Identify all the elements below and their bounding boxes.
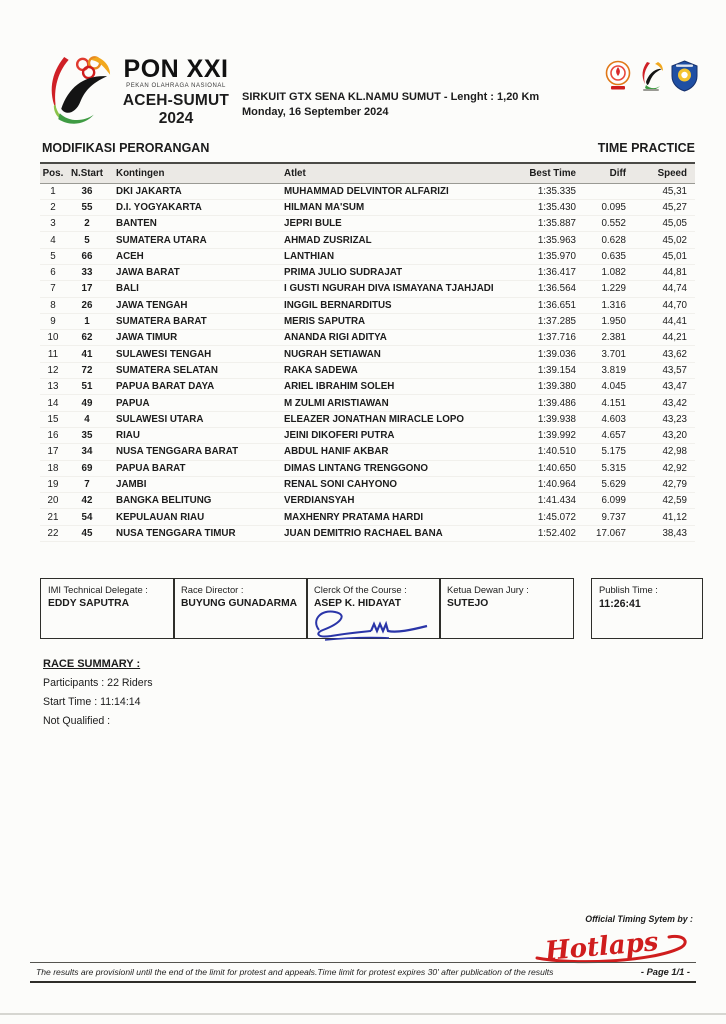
cell-nstart: 4 <box>84 413 90 425</box>
cell-nstart: 69 <box>81 462 93 474</box>
cell-pos: 20 <box>47 495 59 507</box>
cell-atlet: VERDIANSYAH <box>284 495 355 507</box>
table-row <box>40 346 695 362</box>
cell-nstart: 7 <box>84 478 90 490</box>
results-table-body <box>40 183 695 542</box>
cell-atlet: RAKA SADEWA <box>284 364 358 376</box>
cell-nstart: 33 <box>81 267 93 279</box>
footer-strip <box>30 962 696 983</box>
table-row <box>40 525 695 541</box>
cell-atlet: ELEAZER JONATHAN MIRACLE LOPO <box>284 413 464 425</box>
cell-diff <box>576 183 626 199</box>
cell-pos: 2 <box>50 201 56 213</box>
cell-pos: 5 <box>50 250 56 262</box>
cell-kontingen: JAWA TIMUR <box>116 332 178 344</box>
cell-diff: 1.316 <box>601 299 626 311</box>
cell-speed: 45,01 <box>662 250 687 262</box>
cell-atlet: AHMAD ZUSRIZAL <box>284 234 372 246</box>
cell-best-time: 1:36.417 <box>537 267 576 279</box>
col-header-diff: Diff <box>609 167 626 179</box>
cell-diff: 4.657 <box>601 430 626 442</box>
cell-nstart: 45 <box>81 527 93 539</box>
cell-speed: 43,42 <box>662 397 687 409</box>
cell-diff: 17.067 <box>596 527 626 539</box>
section-titles <box>42 141 695 155</box>
cell-best-time: 1:40.964 <box>537 478 576 490</box>
cell-pos: 14 <box>47 397 59 409</box>
cell-atlet: ARIEL IBRAHIM SOLEH <box>284 381 395 393</box>
publish-time-box <box>591 578 703 639</box>
cell-atlet: HILMAN MA'SUM <box>284 201 365 213</box>
header-logos <box>605 60 698 128</box>
cell-atlet: LANTHIAN <box>284 250 335 262</box>
cell-best-time: 1:40.650 <box>537 462 576 474</box>
cell-nstart: 5 <box>84 234 90 246</box>
table-row <box>40 264 695 280</box>
koni-logo-icon <box>605 60 631 92</box>
col-header-kontingen: Kontingen <box>116 167 165 179</box>
cell-diff: 0.628 <box>601 234 626 246</box>
table-row <box>40 411 695 427</box>
table-row <box>40 493 695 509</box>
cell-kontingen: SUMATERA BARAT <box>116 316 207 328</box>
cell-diff: 3.701 <box>601 348 626 360</box>
cell-speed: 43,62 <box>662 348 687 360</box>
cell-best-time: 1:39.938 <box>537 413 576 425</box>
col-header-atlet: Atlet <box>284 167 306 179</box>
cell-atlet: MUHAMMAD DELVINTOR ALFARIZI <box>284 185 449 197</box>
cell-diff: 2.381 <box>601 332 626 344</box>
cell-best-time: 1:35.887 <box>537 218 576 230</box>
pon-mini-logo-icon <box>638 60 664 92</box>
cell-best-time: 1:35.963 <box>537 234 576 246</box>
cell-pos: 22 <box>47 527 59 539</box>
official-role: Race Director : <box>181 584 244 595</box>
official-box-ketua-dewan-jury <box>439 578 574 639</box>
cell-atlet: I GUSTI NGURAH DIVA ISMAYANA TJAHJADI <box>284 283 494 295</box>
cell-speed: 44,74 <box>662 283 687 295</box>
imi-logo-icon <box>671 60 698 92</box>
cell-pos: 1 <box>50 185 56 197</box>
cell-speed: 41,12 <box>662 511 687 523</box>
cell-speed: 44,41 <box>662 316 687 328</box>
table-row <box>40 232 695 248</box>
official-box-race-director <box>173 578 308 639</box>
cell-diff: 3.819 <box>601 364 626 376</box>
col-header-speed: Speed <box>657 167 687 179</box>
cell-best-time: 1:36.651 <box>537 299 576 311</box>
cell-best-time: 1:52.402 <box>537 527 576 539</box>
cell-kontingen: BANGKA BELITUNG <box>116 495 212 507</box>
cell-speed: 42,79 <box>662 478 687 490</box>
col-header-best-time: Best Time <box>529 167 576 179</box>
cell-kontingen: JAWA TENGAH <box>116 299 188 311</box>
cell-kontingen: BALI <box>116 283 139 295</box>
table-row <box>40 395 695 411</box>
cell-kontingen: D.I. YOGYAKARTA <box>116 201 202 213</box>
cell-best-time: 1:36.564 <box>537 283 576 295</box>
cell-best-time: 1:41.434 <box>537 495 576 507</box>
cell-pos: 7 <box>50 283 56 295</box>
cell-speed: 45,27 <box>662 201 687 213</box>
cell-kontingen: SUMATERA UTARA <box>116 234 207 246</box>
cell-pos: 8 <box>50 299 56 311</box>
cell-kontingen: JAWA BARAT <box>116 267 180 279</box>
cell-diff: 1.950 <box>601 316 626 328</box>
cell-best-time: 1:39.154 <box>537 364 576 376</box>
cell-nstart: 72 <box>81 364 93 376</box>
cell-best-time: 1:37.716 <box>537 332 576 344</box>
cell-nstart: 62 <box>81 332 93 344</box>
official-role: IMI Technical Delegate : <box>48 584 148 595</box>
page-header <box>42 54 698 128</box>
cell-kontingen: PAPUA BARAT DAYA <box>116 381 215 393</box>
race-summary-title: RACE SUMMARY : <box>43 658 141 670</box>
cell-pos: 15 <box>47 413 59 425</box>
cell-diff: 1.229 <box>601 283 626 295</box>
cell-speed: 43,57 <box>662 364 687 376</box>
cell-best-time: 1:40.510 <box>537 446 576 458</box>
cell-atlet: PRIMA JULIO SUDRAJAT <box>284 267 403 279</box>
cell-pos: 18 <box>47 462 59 474</box>
pon-logo-title: PON XXI <box>123 55 229 83</box>
cell-speed: 45,31 <box>662 185 687 197</box>
cell-atlet: JEPRI BULE <box>284 218 342 230</box>
race-summary-start-time: Start Time : 11:14:14 <box>43 696 141 708</box>
cell-kontingen: NUSA TENGGARA BARAT <box>116 446 239 458</box>
footer-page-number: - Page 1/1 - <box>640 967 690 977</box>
cell-diff: 5.315 <box>601 462 626 474</box>
table-row <box>40 216 695 232</box>
cell-nstart: 17 <box>81 283 93 295</box>
cell-atlet: DIMAS LINTANG TRENGGONO <box>284 462 429 474</box>
cell-kontingen: PAPUA <box>116 397 150 409</box>
scan-edge-line <box>0 1013 726 1015</box>
table-row <box>40 281 695 297</box>
cell-best-time: 1:39.486 <box>537 397 576 409</box>
table-row <box>40 427 695 443</box>
table-row <box>40 183 695 199</box>
cell-speed: 44,70 <box>662 299 687 311</box>
cell-pos: 12 <box>47 364 59 376</box>
cell-atlet: ANANDA RIGI ADITYA <box>284 332 387 344</box>
table-row <box>40 199 695 215</box>
cell-nstart: 54 <box>81 511 93 523</box>
cell-best-time: 1:35.430 <box>537 201 576 213</box>
cell-diff: 0.635 <box>601 250 626 262</box>
timing-system-label: Official Timing Sytem by : <box>585 914 693 924</box>
session-title: TIME PRACTICE <box>597 141 695 155</box>
cell-speed: 43,47 <box>662 381 687 393</box>
pon-bird-logo-icon <box>42 54 116 128</box>
cell-kontingen: ACEH <box>116 250 144 262</box>
cell-diff: 9.737 <box>601 511 626 523</box>
cell-speed: 42,59 <box>662 495 687 507</box>
table-row <box>40 460 695 476</box>
cell-nstart: 49 <box>81 397 93 409</box>
cell-atlet: MAXHENRY PRATAMA HARDI <box>284 511 424 523</box>
table-row <box>40 313 695 329</box>
race-summary-participants: Participants : 22 Riders <box>43 677 153 689</box>
cell-atlet: RENAL SONI CAHYONO <box>284 478 398 490</box>
cell-speed: 44,81 <box>662 267 687 279</box>
signature-icon <box>309 604 434 648</box>
cell-best-time: 1:35.335 <box>537 185 576 197</box>
cell-kontingen: NUSA TENGGARA TIMUR <box>116 527 236 539</box>
official-name: ASEP K. HIDAYAT <box>314 598 401 609</box>
cell-best-time: 1:39.036 <box>537 348 576 360</box>
cell-pos: 3 <box>50 218 56 230</box>
cell-kontingen: SULAWESI TENGAH <box>116 348 212 360</box>
cell-best-time: 1:39.380 <box>537 381 576 393</box>
cell-diff: 4.603 <box>601 413 626 425</box>
cell-kontingen: KEPULAUAN RIAU <box>116 511 205 523</box>
cell-nstart: 26 <box>81 299 93 311</box>
cell-nstart: 2 <box>84 218 90 230</box>
official-role: Ketua Dewan Jury : <box>447 584 529 595</box>
event-info <box>242 90 539 128</box>
cell-pos: 16 <box>47 430 59 442</box>
cell-speed: 42,98 <box>662 446 687 458</box>
cell-nstart: 34 <box>81 446 93 458</box>
pon-logo-subtitle: PEKAN OLAHRAGA NASIONAL <box>126 83 226 89</box>
cell-nstart: 1 <box>84 316 90 328</box>
cell-nstart: 51 <box>81 381 93 393</box>
cell-best-time: 1:39.992 <box>537 430 576 442</box>
event-date: Monday, 16 September 2024 <box>242 106 389 118</box>
cell-pos: 17 <box>47 446 59 458</box>
cell-atlet: INGGIL BERNARDITUS <box>284 299 392 311</box>
publish-time-value: 11:26:41 <box>599 598 641 610</box>
cell-kontingen: BANTEN <box>116 218 157 230</box>
race-summary <box>43 655 153 731</box>
race-summary-not-qualified: Not Qualified : <box>43 715 111 727</box>
cell-nstart: 41 <box>81 348 93 360</box>
cell-kontingen: SULAWESI UTARA <box>116 413 204 425</box>
official-box-technical-delegate <box>40 578 175 639</box>
official-name: BUYUNG GUNADARMA <box>181 598 298 609</box>
cell-nstart: 55 <box>81 201 93 213</box>
cell-atlet: MERIS SAPUTRA <box>284 316 366 328</box>
cell-nstart: 66 <box>81 250 93 262</box>
table-row <box>40 297 695 313</box>
event-circuit: SIRKUIT GTX SENA KL.NAMU SUMUT - Lenght : 1,20 Km <box>242 91 540 103</box>
cell-kontingen: RIAU <box>116 430 140 442</box>
cell-pos: 4 <box>50 234 56 246</box>
table-row <box>40 330 695 346</box>
pon-logo-region: ACEH-SUMUT <box>122 92 230 109</box>
officials-row <box>40 578 574 639</box>
cell-diff: 0.552 <box>601 218 626 230</box>
table-row <box>40 476 695 492</box>
cell-nstart: 36 <box>81 185 93 197</box>
cell-speed: 42,92 <box>662 462 687 474</box>
cell-pos: 21 <box>47 511 59 523</box>
cell-atlet: M ZULMI ARISTIAWAN <box>284 397 389 409</box>
page-title: MODIFIKASI PERORANGAN <box>42 141 210 155</box>
hotlaps-logo-icon <box>533 925 693 967</box>
hotlaps-logo-text: Hotlaps <box>543 927 660 967</box>
cell-pos: 13 <box>47 381 59 393</box>
cell-speed: 43,20 <box>662 430 687 442</box>
cell-nstart: 42 <box>81 495 93 507</box>
cell-diff: 5.175 <box>601 446 626 458</box>
cell-best-time: 1:35.970 <box>537 250 576 262</box>
official-box-clerk-of-course <box>306 578 441 639</box>
cell-diff: 4.045 <box>601 381 626 393</box>
cell-best-time: 1:45.072 <box>537 511 576 523</box>
cell-diff: 5.629 <box>601 478 626 490</box>
cell-nstart: 35 <box>81 430 93 442</box>
table-row <box>40 509 695 525</box>
cell-atlet: JEINI DIKOFERI PUTRA <box>284 430 395 442</box>
cell-speed: 38,43 <box>662 527 687 539</box>
cell-pos: 19 <box>47 478 59 490</box>
cell-pos: 10 <box>47 332 59 344</box>
cell-atlet: ABDUL HANIF AKBAR <box>284 446 389 458</box>
results-table <box>40 162 695 542</box>
cell-diff: 6.099 <box>601 495 626 507</box>
cell-best-time: 1:37.285 <box>537 316 576 328</box>
cell-diff: 0.095 <box>601 201 626 213</box>
official-name: EDDY SAPUTRA <box>48 598 130 609</box>
results-table-header <box>40 163 695 183</box>
cell-atlet: NUGRAH SETIAWAN <box>284 348 381 360</box>
official-role: Clerck Of the Course : <box>314 584 407 595</box>
cell-kontingen: PAPUA BARAT <box>116 462 186 474</box>
cell-speed: 45,02 <box>662 234 687 246</box>
cell-kontingen: DKI JAKARTA <box>116 185 182 197</box>
cell-speed: 45,05 <box>662 218 687 230</box>
table-row <box>40 248 695 264</box>
cell-pos: 9 <box>50 316 56 328</box>
cell-diff: 4.151 <box>601 397 626 409</box>
cell-pos: 11 <box>47 348 59 360</box>
col-header-pos: Pos. <box>42 167 64 179</box>
table-row <box>40 362 695 378</box>
footer-note: The results are provisionil until the end of the limit for protest and appeals.Time limit for protest expires 30' after publication of the results <box>36 967 554 977</box>
cell-atlet: JUAN DEMITRIO RACHAEL BANA <box>284 527 443 539</box>
cell-kontingen: JAMBI <box>116 478 147 490</box>
cell-speed: 43,23 <box>662 413 687 425</box>
official-name: SUTEJO <box>447 598 489 609</box>
cell-diff: 1.082 <box>601 267 626 279</box>
cell-kontingen: SUMATERA SELATAN <box>116 364 218 376</box>
col-header-nstart: N.Start <box>70 167 104 179</box>
cell-pos: 6 <box>50 267 56 279</box>
pon-logo-year: 2024 <box>158 110 194 127</box>
pon-logo-text <box>120 54 232 128</box>
cell-speed: 44,21 <box>662 332 687 344</box>
table-row <box>40 379 695 395</box>
table-row <box>40 444 695 460</box>
publish-time-label: Publish Time : <box>599 584 658 595</box>
